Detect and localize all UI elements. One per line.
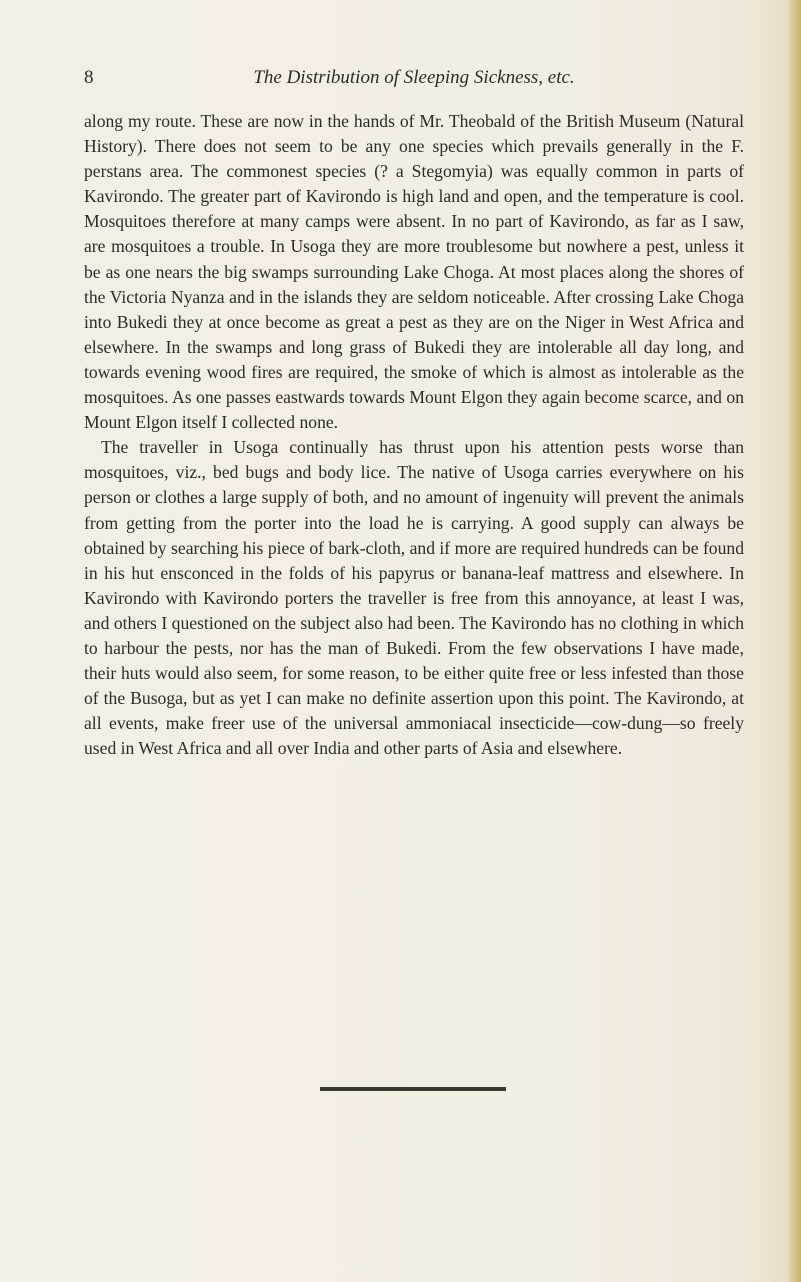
running-title: The Distribution of Sleeping Sickness, etc.: [253, 67, 575, 88]
page-number: 8: [84, 67, 94, 88]
paragraph-1: along my route. These are now in the hands of Mr. Theobald of the British Museum (Natural History). There does not seem to be any one species which prevails generally in the F. perstans area. The commonest species (? a Stegomyia) was equally common in parts of Kavirondo. The greater part of Kavirondo is high land and open, and the temperature is cool. Mosquitoes therefore at many camps were absent. In no part of Kavirondo, as far as I saw, are mosquitoes a trouble. In Usoga they are more troublesome but nowhere a pest, unless it be as one nears the big swamps surrounding Lake Choga. At most places along the shores of the Victoria Nyanza and in the islands they are seldom noticeable. After crossing Lake Choga into Bukedi they at once become as great a pest as they are on the Niger in West Africa and elsewhere. In the swamps and long grass of Bukedi they are intolerable all day long, and towards evening wood fires are required, the smoke of which is almost as intolerable as the mosquitoes. As one passes eastwards towards Mount Elgon they again become scarce, and on Mount Elgon itself I collected none.: [84, 111, 744, 433]
paragraph-2: The traveller in Usoga continually has thrust upon his attention pests worse than mosquitoes, viz., bed bugs and body lice. The native of Usoga carries everywhere on his person or clothes a large supply of both, and no amount of ingenuity will prevent the animals from getting from the porter into the load he is carrying. A good supply can always be obtained by searching his piece of bark-cloth, and if more are required hundreds can be found in his hut ensconced in the folds of his papyrus or banana-leaf mattress and elsewhere. In Kavirondo with Kavirondo porters the traveller is free from this annoyance, at least I was, and others I questioned on the subject also had been. The Kavirondo has no clothing in which to harbour the pests, nor has the man of Bukedi. From the few observations I have made, their huts would also seem, for some reason, to be either quite free or less infested than those of the Busoga, but as yet I can make no definite assertion upon this point. The Kavirondo, at all events, make freer use of the universal ammoniacal insecticide—cow-dung—so freely used in West Africa and all over India and other parts of Asia and elsewhere.: [84, 437, 744, 759]
end-rule: [320, 1087, 506, 1091]
page-header: [84, 67, 744, 95]
body-text: [84, 109, 744, 761]
page-edge: [787, 0, 801, 1282]
